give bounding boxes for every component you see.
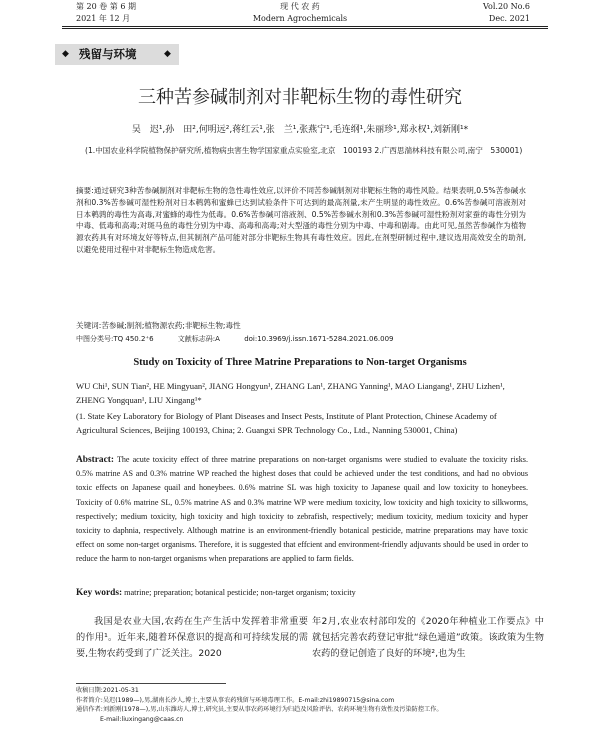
page-title-en: Study on Toxicity of Three Matrine Preparations to Non-target Organisms xyxy=(133,357,467,368)
footnotes xyxy=(76,686,546,724)
keywords-en-label: Key words: xyxy=(76,588,123,598)
footnote-received: 收稿日期:2021-05-31 xyxy=(76,687,139,694)
abstract-cn-text: 通过研究3种苦参碱制剂对非靶标生物的急性毒性效应,以评价不同苦参碱制剂对非靶标生物的毒性风险。结果表明,0.5%苦参碱水剂和0.3%苦参碱可湿性粉剂对日本鹌鹑和蜜蜂已达到试验条件下可达到的最高剂量,未产生明显的毒性效应。0.6%苦参碱可溶液剂对日本鹌鹑的毒性为高毒,对蜜蜂的毒性为低毒。0.6%苦参碱可溶液剂、0.5%苦参碱水剂和0.3%苦参碱可湿性粉剂对家蚕的毒性分别为中毒、低毒和高毒;对斑马鱼的毒性分别为中毒、高毒和高毒;对大型溞的毒性分别为中毒、中毒和剧毒。由此可见,虽然苦参碱作为植物源农药具有对环境友好等特点,但其制剂产品可能对部分非靶标生物具有毒性效应。因此,在剂型研制过程中,建议选用高效安全的助剂,以避免使用过程中对非靶标生物造成危害。 xyxy=(76,186,526,254)
author-list-en: WU Chi¹, SUN Tian², HE Mingyuan², JIANG Hongyun¹, ZHANG Lan¹, ZHANG Yanning¹, MAO Liangang¹, ZHU Lizhen¹, ZHENG Yongquan¹, LIU Xingang¹* xyxy=(76,381,505,405)
abstract-en-text: The acute toxicity effect of three matrine preparations on non-target organisms were studied to evaluate the toxicity risks. 0.5% matrine AS and 0.3% matrine WP reached the highest doses that could be achieved under the test conditions, and had no obvious toxic effects on Japanese quail and honeybees. 0.6% matrine SL was high toxicity to Japanese quail and low toxicity to honeybees. Toxicity of 0.6% matrine SL, 0.5% matrine AS and 0.3% matrine WP were medium toxicity, low toxicity and high toxicity to silkworms, respectively; medium toxicity, high toxicity and high toxicity to zebrafish, respectively; medium toxicity, medium toxicity and hyper toxicity to daphnia, respectively. Although matrine is an environment-friendly botanical pesticide, matrine preparations may have toxic effect on some non-target organisms. Therefore, it is suggested that effcient and environment-friendly adjuvants should be used in order to reduce the harm to non-target organisms when preparations are applied to farm fields. xyxy=(76,455,528,564)
abstract-en xyxy=(76,453,528,567)
body-column-left: 我国是农业大国,农药在生产生活中发挥着非常重要的作用¹。近年来,随着环保意识的提高和可持续发展的需要,生物农药受到了广泛关注。2020 xyxy=(76,616,308,659)
footnote-email: E-mail:liuxingang@caas.cn xyxy=(100,715,184,723)
footnote-rule xyxy=(76,683,226,684)
doi-link[interactable]: doi:10.3969/j.issn.1671-5284.2021.06.009 xyxy=(244,335,394,343)
document-code: 文献标志码:A xyxy=(177,335,220,343)
diamond-icon-left: ◆ xyxy=(62,49,69,59)
header-rule-bottom xyxy=(62,28,548,29)
body-column-right: 年2月,农业农村部印发的《2020年种植业工作要点》中就包括完善农药登记审批“绿色通道”政策。该政策为生物农药的登记创造了良好的环境²,也为生 xyxy=(312,616,544,659)
keywords-cn-label: 关键词: xyxy=(76,321,102,330)
clc-number: 中图分类号:TQ 450.2⁺6 xyxy=(76,335,154,343)
abstract-en-label: Abstract: xyxy=(76,455,115,465)
header-journal-cn: 现 代 农 药 xyxy=(280,2,320,11)
footnote-author-bio: 作者简介:吴迟(1989—),男,湖南长沙人,博士,主要从事农药残留与环境毒理工作。E-mail:zhi19890715@sina.com xyxy=(76,696,395,704)
section-label: 残留与环境 xyxy=(79,47,137,61)
keywords-cn-text: 苦参碱;制剂;植物源农药;非靶标生物;毒性 xyxy=(101,321,241,330)
author-list-cn: 吴 迟¹,孙 田²,何明远²,蒋红云¹,张 兰¹,张燕宁¹,毛连纲¹,朱丽珍¹,郑永权¹,刘新刚¹* xyxy=(131,125,469,135)
affiliation-cn: (1.中国农业科学院植物保护研究所,植物病虫害生物学国家重点实验室,北京 100193 2.广西思湍林科技有限公司,南宁 530001) xyxy=(85,146,523,155)
section-tag xyxy=(55,44,179,65)
abstract-cn xyxy=(76,185,526,256)
classification-line xyxy=(76,333,526,345)
page-title-cn: 三种苦参碱制剂对非靶标生物的毒性研究 xyxy=(138,87,462,108)
affiliation-en: (1. State Key Laboratory for Biology of Plant Diseases and Insect Pests, Institute of Plant Protection, Chinese Academy of Agricultural Sciences, Beijing 100193, China; 2. Guangxi SPR Technology Co., Ltd., Nanning 530001, China) xyxy=(76,411,497,435)
header-volume-cn: 第 20 卷 第 6 期 xyxy=(76,2,136,11)
abstract-cn-label: 摘要: xyxy=(76,186,94,195)
footnote-corresponding: 通信作者:刘新刚(1978—),男,山东潍坊人,博士,研究员,主要从事农药环境行为归趋及风险评估、农药环境生物有效性及污染防控工作。 xyxy=(76,706,443,714)
diamond-icon-right: ◆ xyxy=(164,49,171,59)
keywords-cn xyxy=(76,320,526,332)
header-rule-top xyxy=(62,26,548,27)
header-date-en: Dec. 2021 xyxy=(488,14,530,23)
header-journal-en: Modern Agrochemicals xyxy=(252,14,348,23)
keywords-en-text: matrine; preparation; botanical pesticide; non-target organism; toxicity xyxy=(124,588,356,597)
keywords-en xyxy=(76,587,528,599)
header-date-cn: 2021 年 12 月 xyxy=(76,14,131,23)
header-volume-en: Vol.20 No.6 xyxy=(483,2,530,11)
